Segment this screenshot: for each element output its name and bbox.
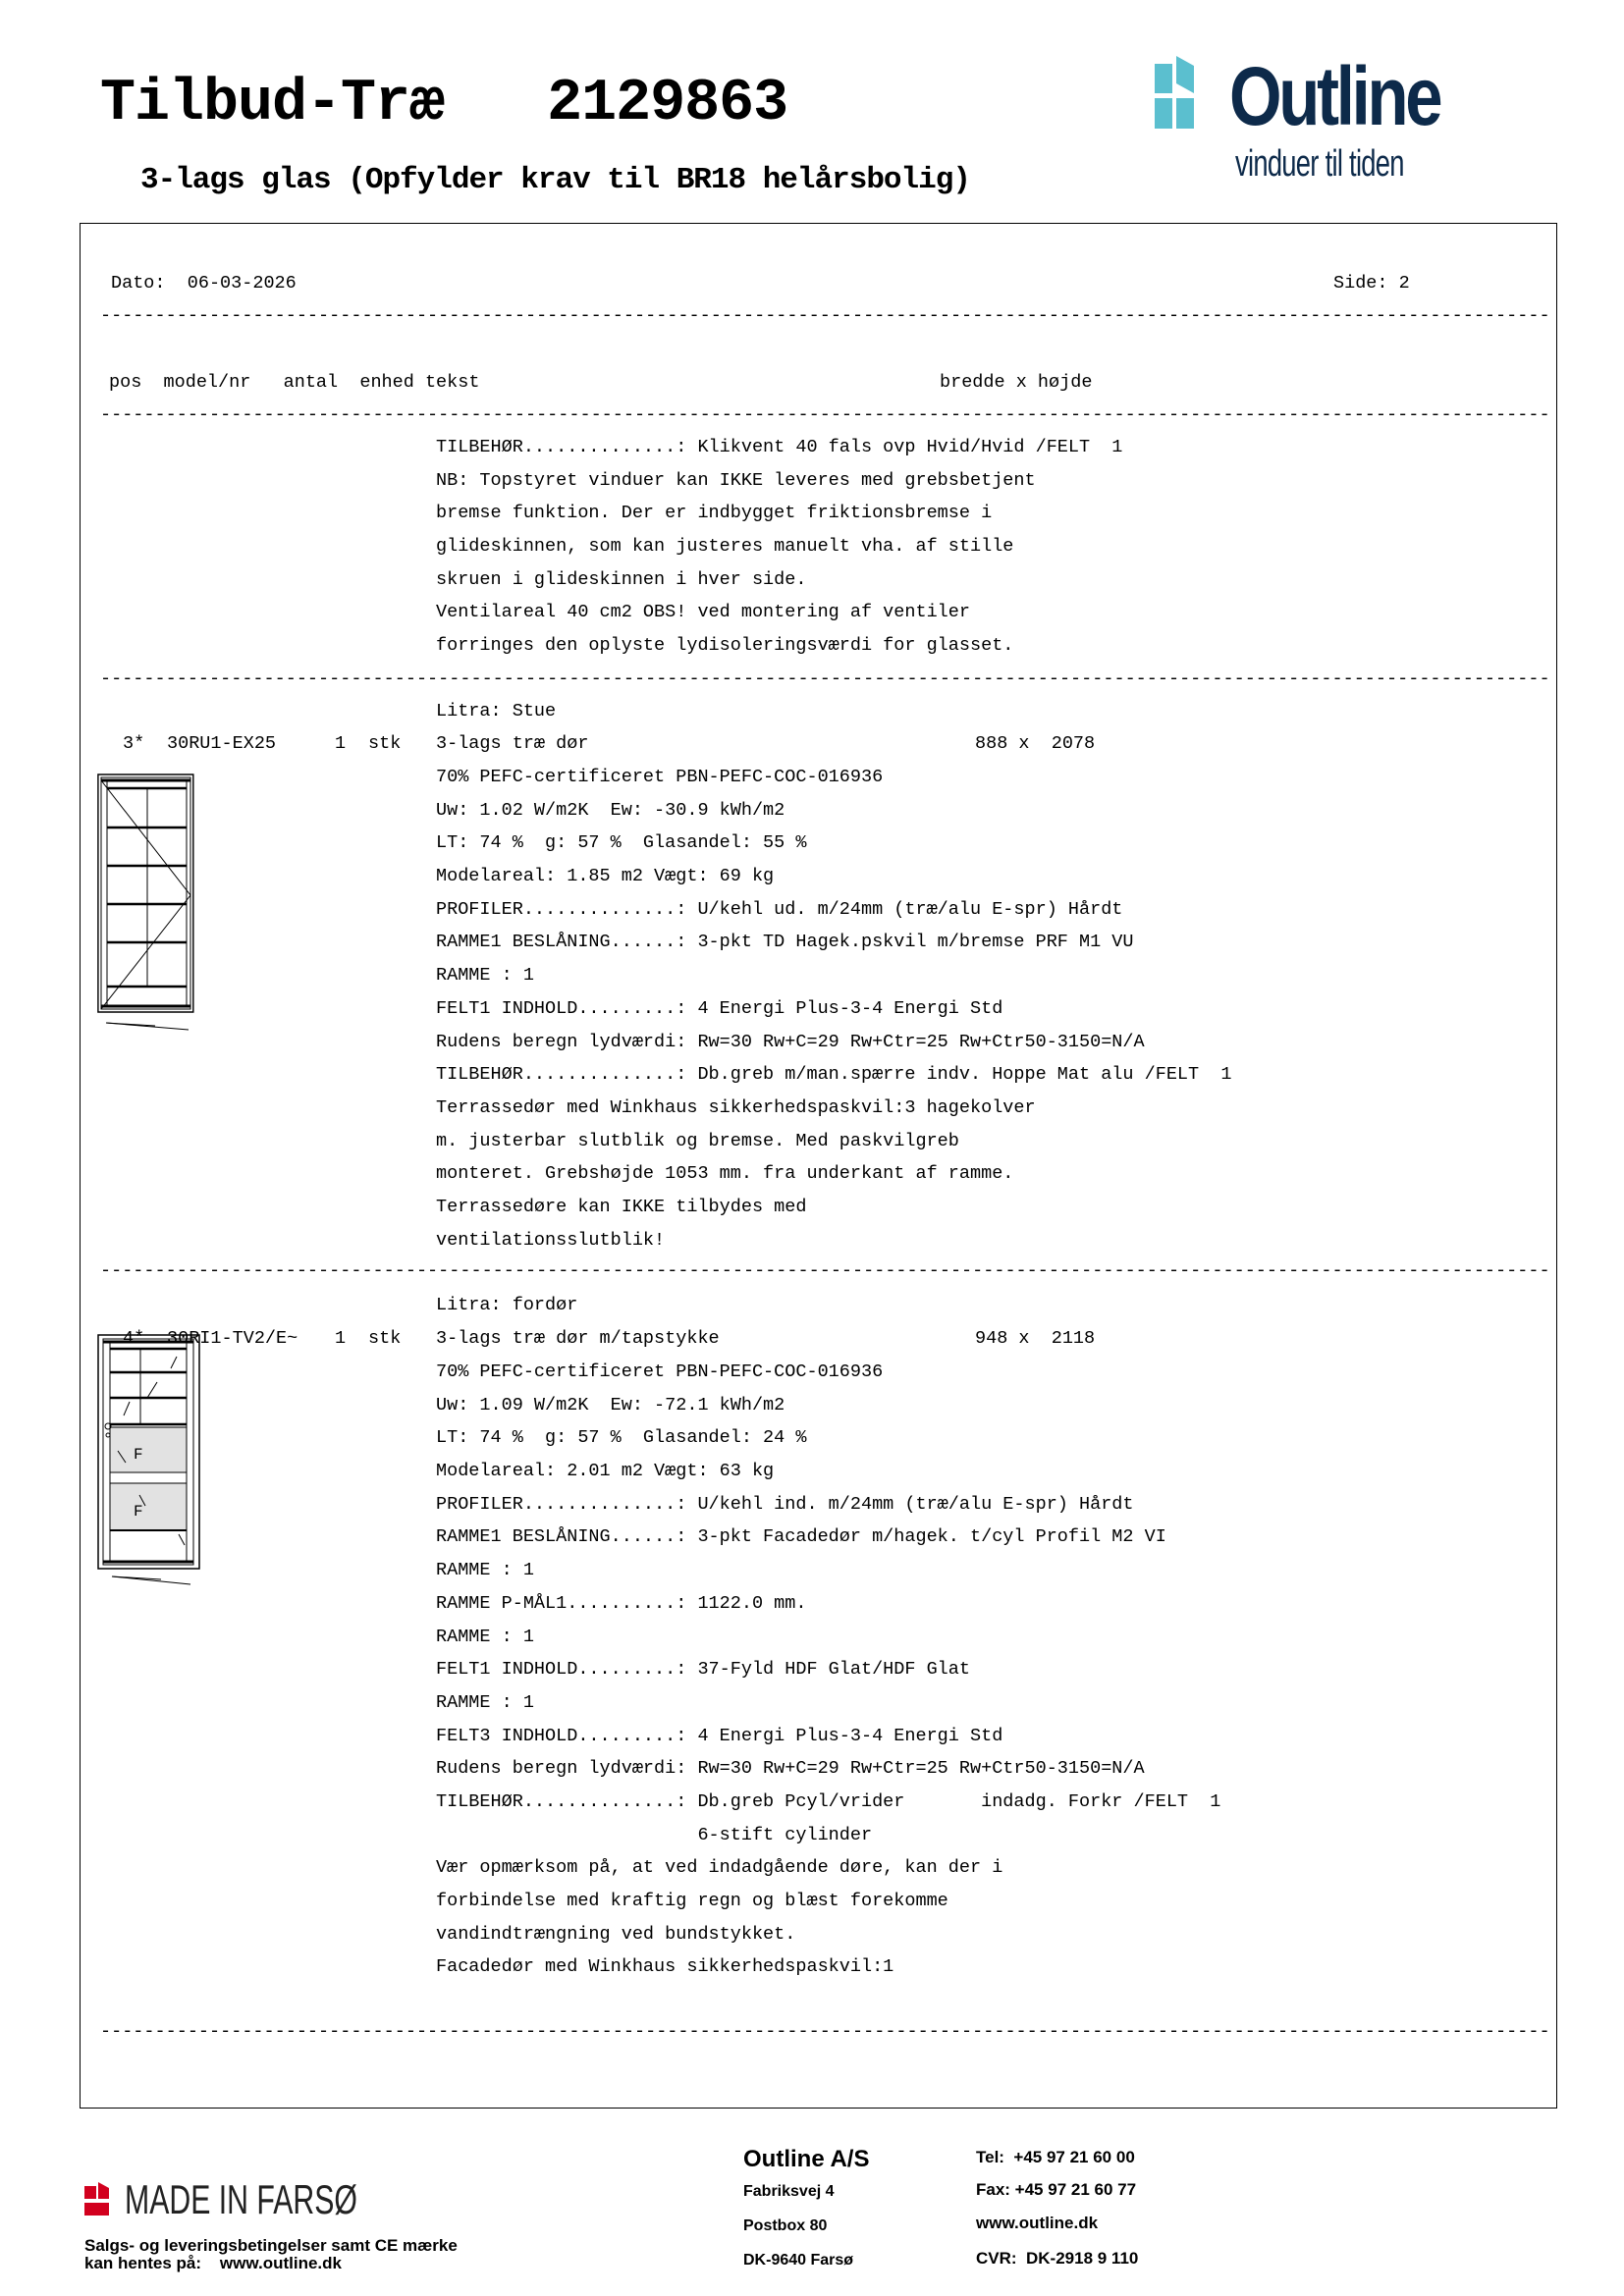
detail-line: glideskinnen, som kan justeres manuelt vha. af stille — [436, 536, 1014, 558]
outline-logo: Outline — [1229, 50, 1440, 142]
detail-line: ventilationsslutblik! — [436, 1229, 666, 1251]
detail-line: RAMME : 1 — [436, 1560, 534, 1581]
company-street: Fabriksvej 4 — [743, 2183, 835, 2200]
item-dimensions: 948 x 2118 — [975, 1328, 1096, 1349]
item-unit: stk — [368, 1328, 402, 1349]
detail-line: RAMME1 BESLÅNING......: 3-pkt TD Hagek.pskvil m/bremse PRF M1 VU — [436, 932, 1134, 953]
page-label: Side: — [1333, 273, 1388, 294]
detail-line: m. justerbar slutblik og bremse. Med paskvilgreb — [436, 1130, 959, 1151]
made-in-farso: MADE IN FARSØ — [125, 2176, 357, 2222]
item-model: 30RI1-TV2/E~ — [167, 1328, 298, 1349]
column-header-dimensions: bredde x højde — [940, 372, 1093, 393]
divider: ------------------------------------------------------------------------------------------------------------------------------------- — [100, 668, 1550, 689]
item-dimensions: 888 x 2078 — [975, 733, 1096, 754]
detail-line: Uw: 1.02 W/m2K Ew: -30.9 kWh/m2 — [436, 799, 785, 821]
item-title: 3-lags træ dør — [436, 733, 589, 754]
detail-line: FELT3 INDHOLD.........: 4 Energi Plus-3-4 Energi Std — [436, 1725, 1003, 1746]
divider: ------------------------------------------------------------------------------------------------------------------------------------- — [100, 404, 1550, 425]
company-website[interactable]: www.outline.dk — [976, 2214, 1099, 2232]
detail-line: Rudens beregn lydværdi: Rw=30 Rw+C=29 Rw+Ctr=25 Rw+Ctr50-3150=N/A — [436, 1031, 1145, 1052]
item-quantity: 1 — [335, 733, 347, 754]
document-title: Tilbud-Træ 2129863 — [100, 71, 788, 137]
item-litra: Litra: fordør — [436, 1295, 578, 1315]
detail-line: NB: Topstyret vinduer kan IKKE leveres med grebsbetjent — [436, 469, 1036, 491]
page-value: 2 — [1398, 273, 1410, 294]
panel-label: F — [134, 1503, 143, 1521]
detail-line: 70% PEFC-certificeret PBN-PEFC-COC-016936 — [436, 767, 884, 787]
detail-line: vandindtrængning ved bundstykket. — [436, 1923, 796, 1945]
item-details — [436, 761, 1231, 1256]
detail-line: Facadedør med Winkhaus sikkerhedspaskvil:1 — [436, 1956, 894, 1978]
logo-tagline: vinduer til tiden — [1235, 143, 1404, 185]
door-drawing-icon — [96, 773, 194, 1030]
item-quantity: 1 — [335, 1328, 347, 1349]
date-label: Dato: — [111, 273, 166, 294]
detail-line: Modelareal: 2.01 m2 Vægt: 63 kg — [436, 1461, 775, 1482]
detail-line: Vær opmærksom på, at ved indadgående døre, kan der i — [436, 1857, 1003, 1879]
detail-line: Terrassedør med Winkhaus sikkerhedspaskvil:3 hagekolver — [436, 1096, 1036, 1118]
item-unit: stk — [368, 733, 402, 754]
detail-line: Ventilareal 40 cm2 OBS! ved montering af ventiler — [436, 602, 970, 623]
outline-logo-icon — [1155, 56, 1225, 129]
detail-line: Modelareal: 1.85 m2 Vægt: 69 kg — [436, 866, 775, 887]
divider: ------------------------------------------------------------------------------------------------------------------------------------- — [100, 2021, 1550, 2042]
company-postbox: Postbox 80 — [743, 2217, 828, 2234]
item-pos: 3* — [123, 733, 145, 754]
terms-link[interactable]: kan hentes på: www.outline.dk — [84, 2254, 342, 2272]
page-number — [1333, 267, 1410, 300]
door-drawing-icon — [96, 1333, 204, 1586]
detail-line: skruen i glideskinnen i hver side. — [436, 568, 807, 590]
intro-notes — [436, 431, 1122, 663]
detail-line: TILBEHØR..............: Db.greb m/man.spærre indv. Hoppe Mat alu /FELT 1 — [436, 1064, 1232, 1086]
detail-line: RAMME1 BESLÅNING......: 3-pkt Facadedør m/hagek. t/cyl Profil M2 VI — [436, 1526, 1166, 1548]
detail-line: monteret. Grebshøjde 1053 mm. fra underkant af ramme. — [436, 1163, 1014, 1185]
made-in-farso-icon — [84, 2182, 116, 2216]
detail-line: forbindelse med kraftig regn og blæst forekomme — [436, 1891, 948, 1911]
detail-line: RAMME P-MÅL1..........: 1122.0 mm. — [436, 1592, 807, 1614]
detail-line: LT: 74 % g: 57 % Glasandel: 55 % — [436, 832, 807, 854]
company-fax: Fax: +45 97 21 60 77 — [976, 2180, 1137, 2199]
terms-line: Salgs- og leveringsbetingelser samt CE mærke — [84, 2236, 458, 2255]
column-headers: pos model/nr antal enhed tekst — [109, 372, 480, 393]
detail-line: PROFILER..............: U/kehl ind. m/24mm (træ/alu E-spr) Hårdt — [436, 1493, 1134, 1515]
detail-line: Uw: 1.09 W/m2K Ew: -72.1 kWh/m2 — [436, 1394, 785, 1415]
company-city: DK-9640 Farsø — [743, 2252, 854, 2269]
detail-line: 70% PEFC-certificeret PBN-PEFC-COC-016936 — [436, 1362, 884, 1382]
document-subtitle: 3-lags glas (Opfylder krav til BR18 helårsbolig) — [140, 163, 970, 197]
terms-text — [84, 2237, 458, 2272]
detail-line: Rudens beregn lydværdi: Rw=30 Rw+C=29 Rw+Ctr=25 Rw+Ctr50-3150=N/A — [436, 1758, 1145, 1780]
detail-line: 6-stift cylinder — [436, 1824, 873, 1845]
item-details — [436, 1356, 1220, 1984]
detail-line: TILBEHØR..............: Klikvent 40 fals ovp Hvid/Hvid /FELT 1 — [436, 437, 1123, 457]
item-model: 30RU1-EX25 — [167, 733, 277, 754]
company-phone: Tel: +45 97 21 60 00 — [976, 2148, 1135, 2166]
divider: ------------------------------------------------------------------------------------------------------------------------------------- — [100, 305, 1550, 326]
detail-line: RAMME : 1 — [436, 965, 534, 987]
company-name: Outline A/S — [743, 2146, 870, 2172]
item-litra: Litra: Stue — [436, 701, 557, 721]
detail-line: bremse funktion. Der er indbygget friktionsbremse i — [436, 503, 993, 524]
date-field — [111, 267, 297, 300]
detail-line: PROFILER..............: U/kehl ud. m/24mm (træ/alu E-spr) Hårdt — [436, 898, 1123, 920]
detail-line: RAMME : 1 — [436, 1691, 534, 1713]
detail-line: RAMME : 1 — [436, 1626, 534, 1647]
item-pos: 4* — [123, 1328, 145, 1349]
detail-line: TILBEHØR..............: Db.greb Pcyl/vrider indadg. Forkr /FELT 1 — [436, 1790, 1221, 1812]
divider: ------------------------------------------------------------------------------------------------------------------------------------- — [100, 1260, 1550, 1281]
detail-line: Terrassedøre kan IKKE tilbydes med — [436, 1196, 807, 1217]
detail-line: LT: 74 % g: 57 % Glasandel: 24 % — [436, 1427, 807, 1449]
company-cvr: CVR: DK-2918 9 110 — [976, 2249, 1139, 2268]
panel-label: F — [134, 1446, 143, 1464]
detail-line: FELT1 INDHOLD.........: 4 Energi Plus-3-4 Energi Std — [436, 997, 1003, 1019]
date-value: 06-03-2026 — [187, 273, 297, 294]
detail-line: forringes den oplyste lydisoleringsværdi for glasset. — [436, 635, 1014, 657]
detail-line: FELT1 INDHOLD.........: 37-Fyld HDF Glat/HDF Glat — [436, 1659, 970, 1681]
item-title: 3-lags træ dør m/tapstykke — [436, 1328, 720, 1349]
